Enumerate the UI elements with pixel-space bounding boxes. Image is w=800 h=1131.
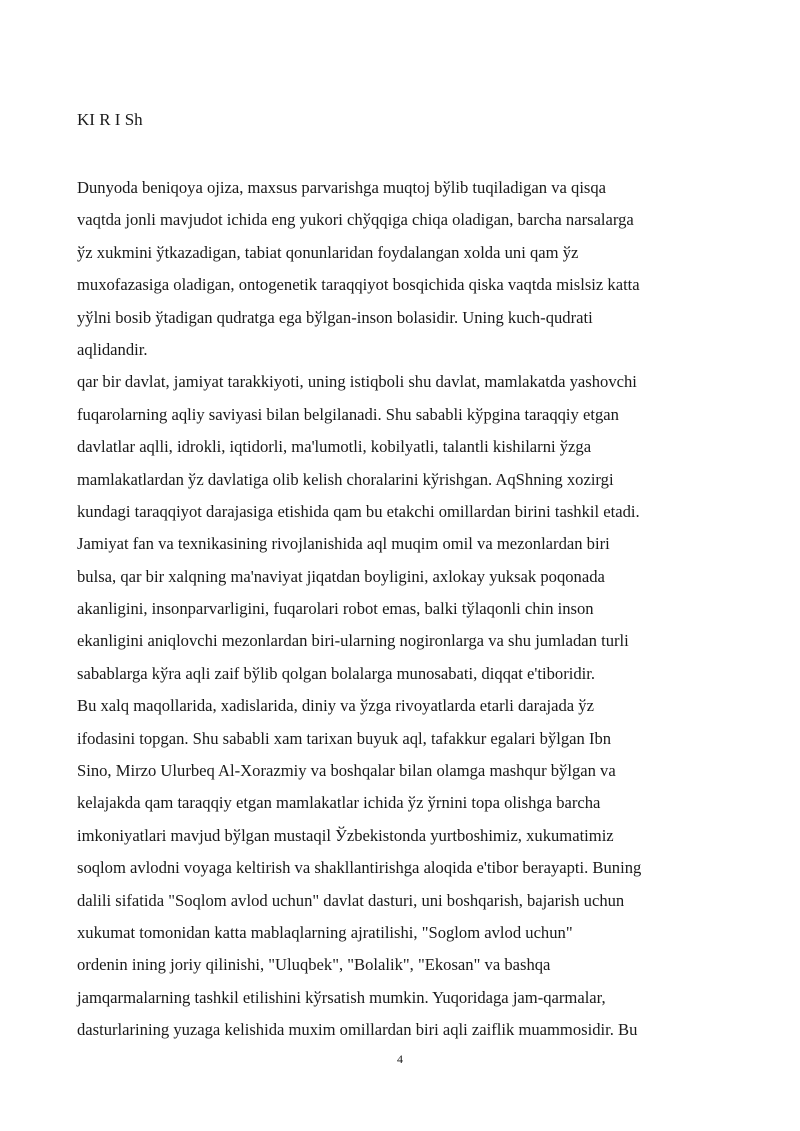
text-line: Sino, Mirzo Ulurbeq Al-Xorazmiy va boshqalar bilan olamga mashqur bўlgan va [77,761,616,781]
text-line: Dunyoda beniqoya ojiza, maxsus parvarishga muqtoj bўlib tuqiladigan va qisqa [77,178,607,197]
text-line: jamqarmalarning tashkil etilishini kўrsatish mumkin. Yuqoridaga jam-qarmalar, [77,987,606,1007]
text-line: akanligini, insonparvarligini, fuqarolari robot emas, balki tўlaqonli chin inson [77,599,594,619]
text-line: yўlni bosib ўtadigan qudratga ega bўlgan-inson bolasidir. Uning kuch-qudrati [77,307,593,327]
text-line: kelajakda qam taraqqiy etgan mamlakatlar ichida ўz ўrnini topa olishga barcha [77,793,601,813]
text-line: davlatlar aqlli, idrokli, iqtidorli, ma'lumotli, kobilyatli, talantli kishilarni ўzga [77,437,592,457]
text-line: vaqtda jonli mavjudot ichida eng yukori chўqqiga chiqa oladigan, barcha narsalarga [77,210,634,230]
section-heading: KI R I Sh [77,110,143,129]
text-line: xukumat tomonidan katta mablaqlarning ajratilishi, "Soglom avlod uchun" [77,922,573,942]
text-line: aqlidandir. [77,339,148,359]
text-line: bulsa, qar bir xalqning ma'naviyat jiqatdan boyligini, axlokay yuksak poqonada [77,566,605,586]
text-line: dalili sifatida "Soqlom avlod uchun" davlat dasturi, uni boshqarish, bajarish uchun [77,890,625,910]
text-line: qar bir davlat, jamiyat tarakkiyoti, uning istiqboli shu davlat, mamlakatda yashovchi [77,372,637,392]
text-line: ordenin ining joriy qilinishi, "Uluqbek", "Bolalik", "Ekosan" va bashqa [77,955,551,975]
text-line: soqlom avlodni voyaga keltirish va shakllantirishga aloqida e'tibor berayapti. Buning [77,858,642,878]
text-line: ekanligini aniqlovchi mezonlardan biri-ularning nogironlarga va shu jumladan turli [77,631,629,651]
text-line: muxofazasiga oladigan, ontogenetik taraqqiyot bosqichida qiska vaqtda mislsiz katta [77,275,640,295]
text-line: sabablarga kўra aqli zaif bўlib qolgan bolalarga munosabati, diqqat e'tiboridir. [77,663,596,683]
text-line: Jamiyat fan va texnikasining rivojlanishida aql muqim omil va mezonlardan biri [77,534,610,554]
body-text [77,172,727,1047]
text-line: imkoniyatlari mavjud bўlgan mustaqil Ўzbekistonda yurtboshimiz, xukumatimiz [77,825,614,845]
text-line: fuqarolarning aqliy saviyasi bilan belgilanadi. Shu sababli kўpgina taraqqiy etgan [77,404,619,424]
text-line: Bu xalq maqollarida, xadislarida, diniy va ўzga rivoyatlarda etarli darajada ўz [77,696,594,716]
text-line: ўz xukmini ўtkazadigan, tabiat qonunlaridan foydalangan xolda uni qam ўz [77,242,579,262]
text-line: mamlakatlardan ўz davlatiga olib kelish choralarini kўrishgan. AqShning xozirgi [77,469,614,489]
page-number: 4 [397,1052,403,1066]
text-line: dasturlarining yuzaga kelishida muxim omillardan biri aqli zaiflik muammosidir. Bu [77,1020,638,1040]
text-line: kundagi taraqqiyot darajasiga etishida qam bu etakchi omillardan birini tashkil etadi. [77,501,640,521]
text-line: ifodasini topgan. Shu sababli xam tarixan buyuk aql, tafakkur egalari bўlgan Ibn [77,728,612,748]
